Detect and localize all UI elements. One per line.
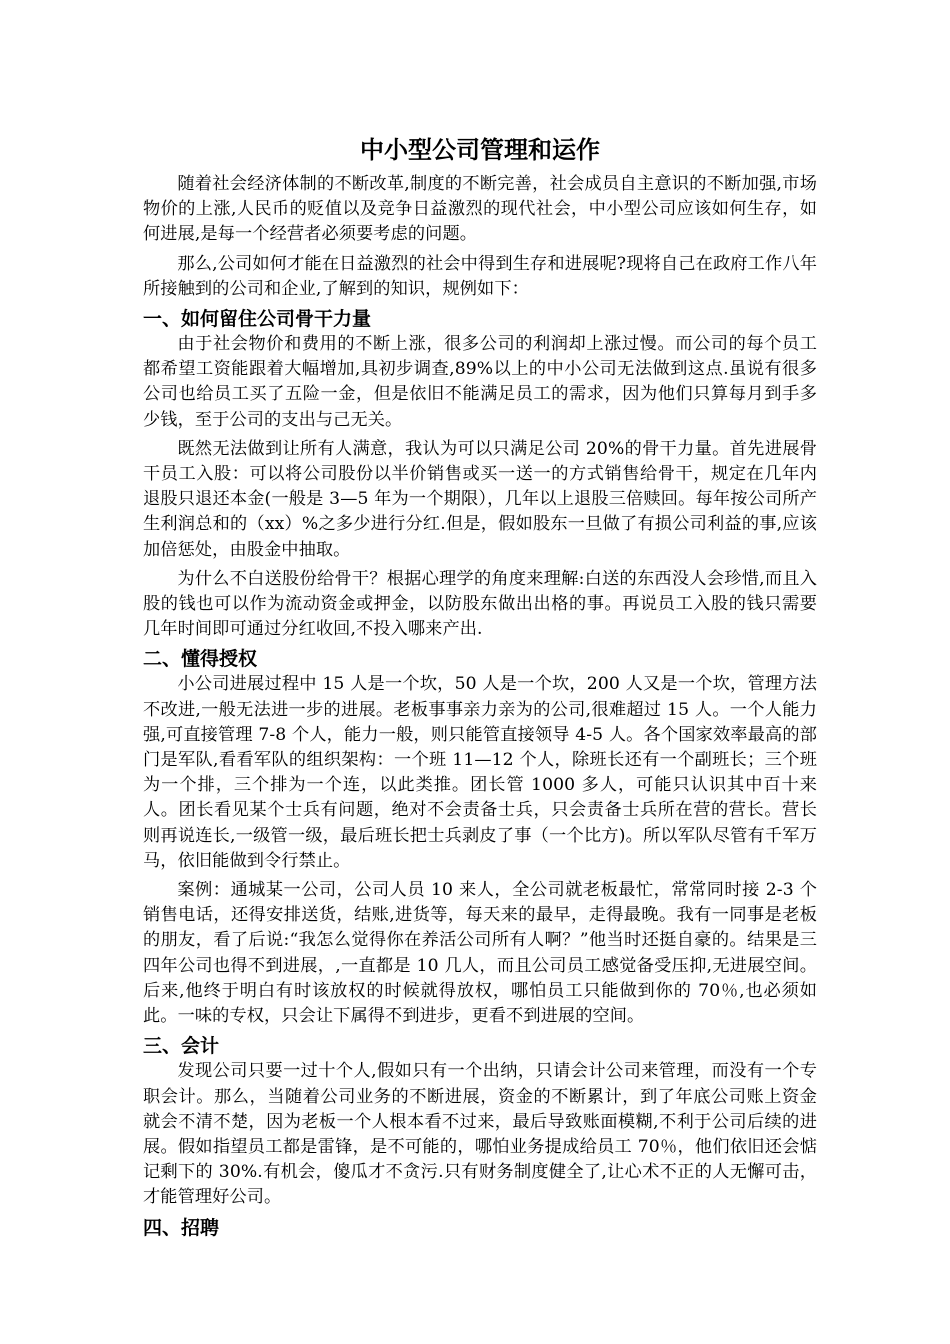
section-heading: 一、如何留住公司骨干力量: [143, 308, 372, 331]
intro-paragraph: 那么,公司如何才能在日益激烈的社会中得到生存和进展呢?现将自己在政府工作八年所接触到的公司和企业,了解到的知识，规例如下：: [143, 253, 817, 299]
body-paragraph: 小公司进展过程中 15 人是一个坎，50 人是一个坎，200 人又是一个坎，管理方法不改进,一般无法进一步的进展。老板事事亲力亲为的公司,很难超过 15 人。一个人能力强,可直接管理 7-8 个人，能力一般，则只能管直接领导 4-5 人。各个国家效率最高的部门是军队,看看军队的组织架构：一个班 11—12 个人，除班长还有一个副班长；三个班为一个排，三个排为一个连，以此类推。团长管 1000 多人，可能只认识其中百十来人。团长看见某个士兵有问题，绝对不会责备士兵，只会责备士兵所在营的营长。营长则再说连长,一级管一级，最后班长把士兵剥皮了事（一个比方)。所以军队尽管有千军万马，依旧能做到令行禁止。: [143, 674, 817, 871]
section-heading: 二、懂得授权: [143, 648, 258, 671]
section-heading: 三、会计: [143, 1035, 220, 1058]
body-paragraph: 案例：通城某一公司，公司人员 10 来人，全公司就老板最忙，常常同时接 2-3 个销售电话，还得安排送货，结账,进货等，每天来的最早，走得最晚。我有一同事是老板的朋友，看了后说:“我怎么觉得你在养活公司所有人啊？”他当时还挺自豪的。结果是三四年公司也得不到进展，,一直都是 10 几人，而且公司员工感觉备受压抑,无进展空间。后来,他终于明白有时该放权的时候就得放权，哪怕员工只能做到你的 70％,也必须如此。一味的专权，只会让下属得不到进步，更看不到进展的空间。: [143, 880, 817, 1027]
body-paragraph: 发现公司只要一过十个人,假如只有一个出纳，只请会计公司来管理，而没有一个专职会计。那么，当随着公司业务的不断进展，资金的不断累计，到了年底公司账上资金就会不清不楚，因为老板一个人根本看不过来，最后导致账面模糊,不利于公司后续的进展。假如指望员工都是雷锋，是不可能的，哪怕业务提成给员工 70％，他们依旧还会惦记剩下的 30%.有机会，傻瓜才不贪污.只有财务制度健全了,让心术不正的人无懈可击，才能管理好公司。: [143, 1061, 817, 1208]
document-title: 中小型公司管理和运作: [360, 136, 600, 164]
document-body: [143, 128, 817, 1241]
body-paragraph: 由于社会物价和费用的不断上涨，很多公司的利润却上涨过慢。而公司的每个员工都希望工资能跟着大幅增加,具初步调查,89%以上的中小公司无法做到这点.虽说有很多公司也给员工买了五险一金，但是依旧不能满足员工的需求，因为他们只算每月到手多少钱，至于公司的支出与己无关。: [143, 334, 817, 430]
body-paragraph: 为什么不白送股份给骨干？根据心理学的角度来理解:白送的东西没人会珍惜,而且入股的钱也可以作为流动资金或押金，以防股东做出出格的事。再说员工入股的钱只需要几年时间即可通过分红收回,不投入哪来产出.: [143, 568, 817, 640]
body-paragraph: 既然无法做到让所有人满意，我认为可以只满足公司 20%的骨干力量。首先进展骨干员工入股：可以将公司股份以半价销售或买一送一的方式销售给骨干，规定在几年内退股只退还本金(一般是 3—5 年为一个期限），几年以上退股三倍赎回。每年按公司所产生利润总和的（xx）%之多少进行分红.但是，假如股东一旦做了有损公司利益的事,应该加倍惩处，由股金中抽取。: [143, 438, 817, 560]
section-heading: 四、招聘: [143, 1216, 220, 1239]
intro-paragraph: 随着社会经济体制的不断改革,制度的不断完善，社会成员自主意识的不断加强,市场物价的上涨,人民币的贬值以及竞争日益激烈的现代社会，中小型公司应该如何生存，如何进展,是每一个经营者必须要考虑的问题。: [143, 174, 817, 245]
